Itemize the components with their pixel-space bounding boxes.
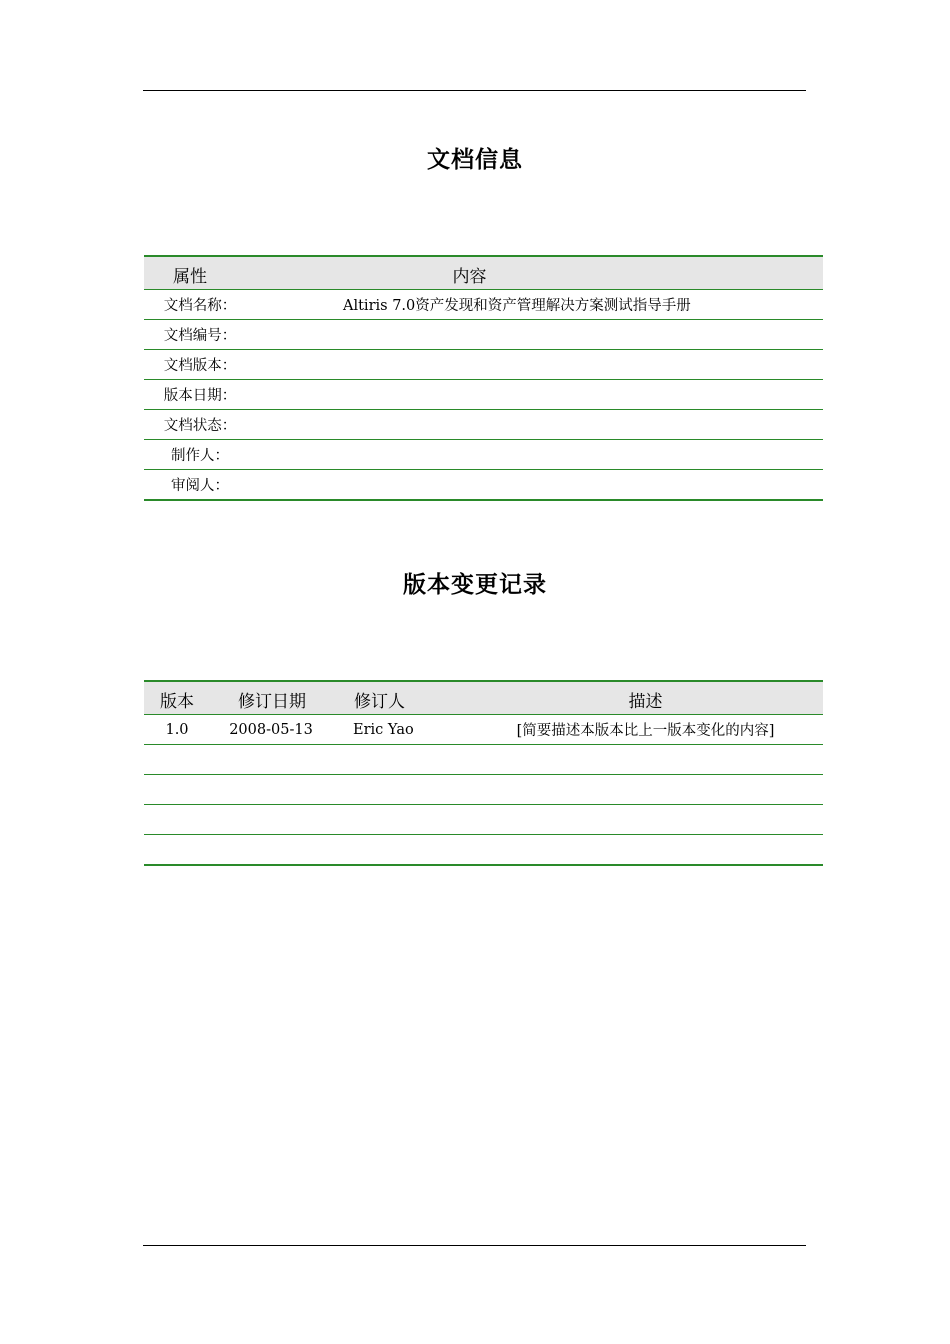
cell-author: [342, 835, 468, 866]
table-row: [144, 715, 823, 745]
attr-doc-version: 文档版本：: [144, 350, 256, 380]
cell-version: [144, 835, 210, 866]
header-version: 版本: [144, 681, 210, 715]
value-doc-name: Altiris 7.0资产发现和资产管理解决方案测试指导手册: [256, 290, 823, 320]
table-row: [144, 410, 823, 440]
header-content: 内容: [256, 256, 823, 290]
table-row: [144, 320, 823, 350]
header-attribute: 属性: [144, 256, 256, 290]
table-row: [144, 470, 823, 501]
value-doc-version: [256, 350, 823, 380]
attr-doc-status: 文档状态：: [144, 410, 256, 440]
cell-author: [342, 745, 468, 775]
cell-date: 2008-05-13: [210, 715, 342, 745]
cell-author: Eric Yao: [342, 715, 468, 745]
change-log-title: 版本变更记录: [403, 572, 547, 598]
header-description: 描述: [468, 681, 823, 715]
attr-doc-number: 文档编号：: [144, 320, 256, 350]
cell-author: [342, 805, 468, 835]
attr-version-date: 版本日期：: [144, 380, 256, 410]
table-row: [144, 380, 823, 410]
cell-version: [144, 805, 210, 835]
doc-info-title: 文档信息: [427, 147, 523, 173]
cell-date: [210, 805, 342, 835]
change-log-table: [144, 680, 823, 866]
table-header-row: [144, 256, 823, 290]
table-row: [144, 350, 823, 380]
cell-version: 1.0: [144, 715, 210, 745]
value-author: [256, 440, 823, 470]
cell-description: [468, 805, 823, 835]
table-row: [144, 775, 823, 805]
cell-author: [342, 775, 468, 805]
attr-doc-name: 文档名称：: [144, 290, 256, 320]
cell-description: [简要描述本版本比上一版本变化的内容]: [468, 715, 823, 745]
cell-version: [144, 775, 210, 805]
table-row: [144, 805, 823, 835]
table-row: [144, 835, 823, 866]
cell-version: [144, 745, 210, 775]
cell-description: [468, 835, 823, 866]
attr-reviewer: 审阅人：: [144, 470, 256, 501]
header-reviser: 修订人: [342, 681, 468, 715]
table-header-row: [144, 681, 823, 715]
attr-author: 制作人：: [144, 440, 256, 470]
header-revision-date: 修订日期: [210, 681, 342, 715]
value-doc-number: [256, 320, 823, 350]
cell-date: [210, 835, 342, 866]
table-row: [144, 745, 823, 775]
value-doc-status: [256, 410, 823, 440]
cell-description: [468, 775, 823, 805]
cell-date: [210, 745, 342, 775]
value-version-date: [256, 380, 823, 410]
footer-rule: [143, 1245, 806, 1246]
cell-description: [468, 745, 823, 775]
doc-info-table: [144, 255, 823, 501]
table-row: [144, 440, 823, 470]
cell-date: [210, 775, 342, 805]
value-reviewer: [256, 470, 823, 501]
table-row: [144, 290, 823, 320]
header-rule: [143, 90, 806, 91]
